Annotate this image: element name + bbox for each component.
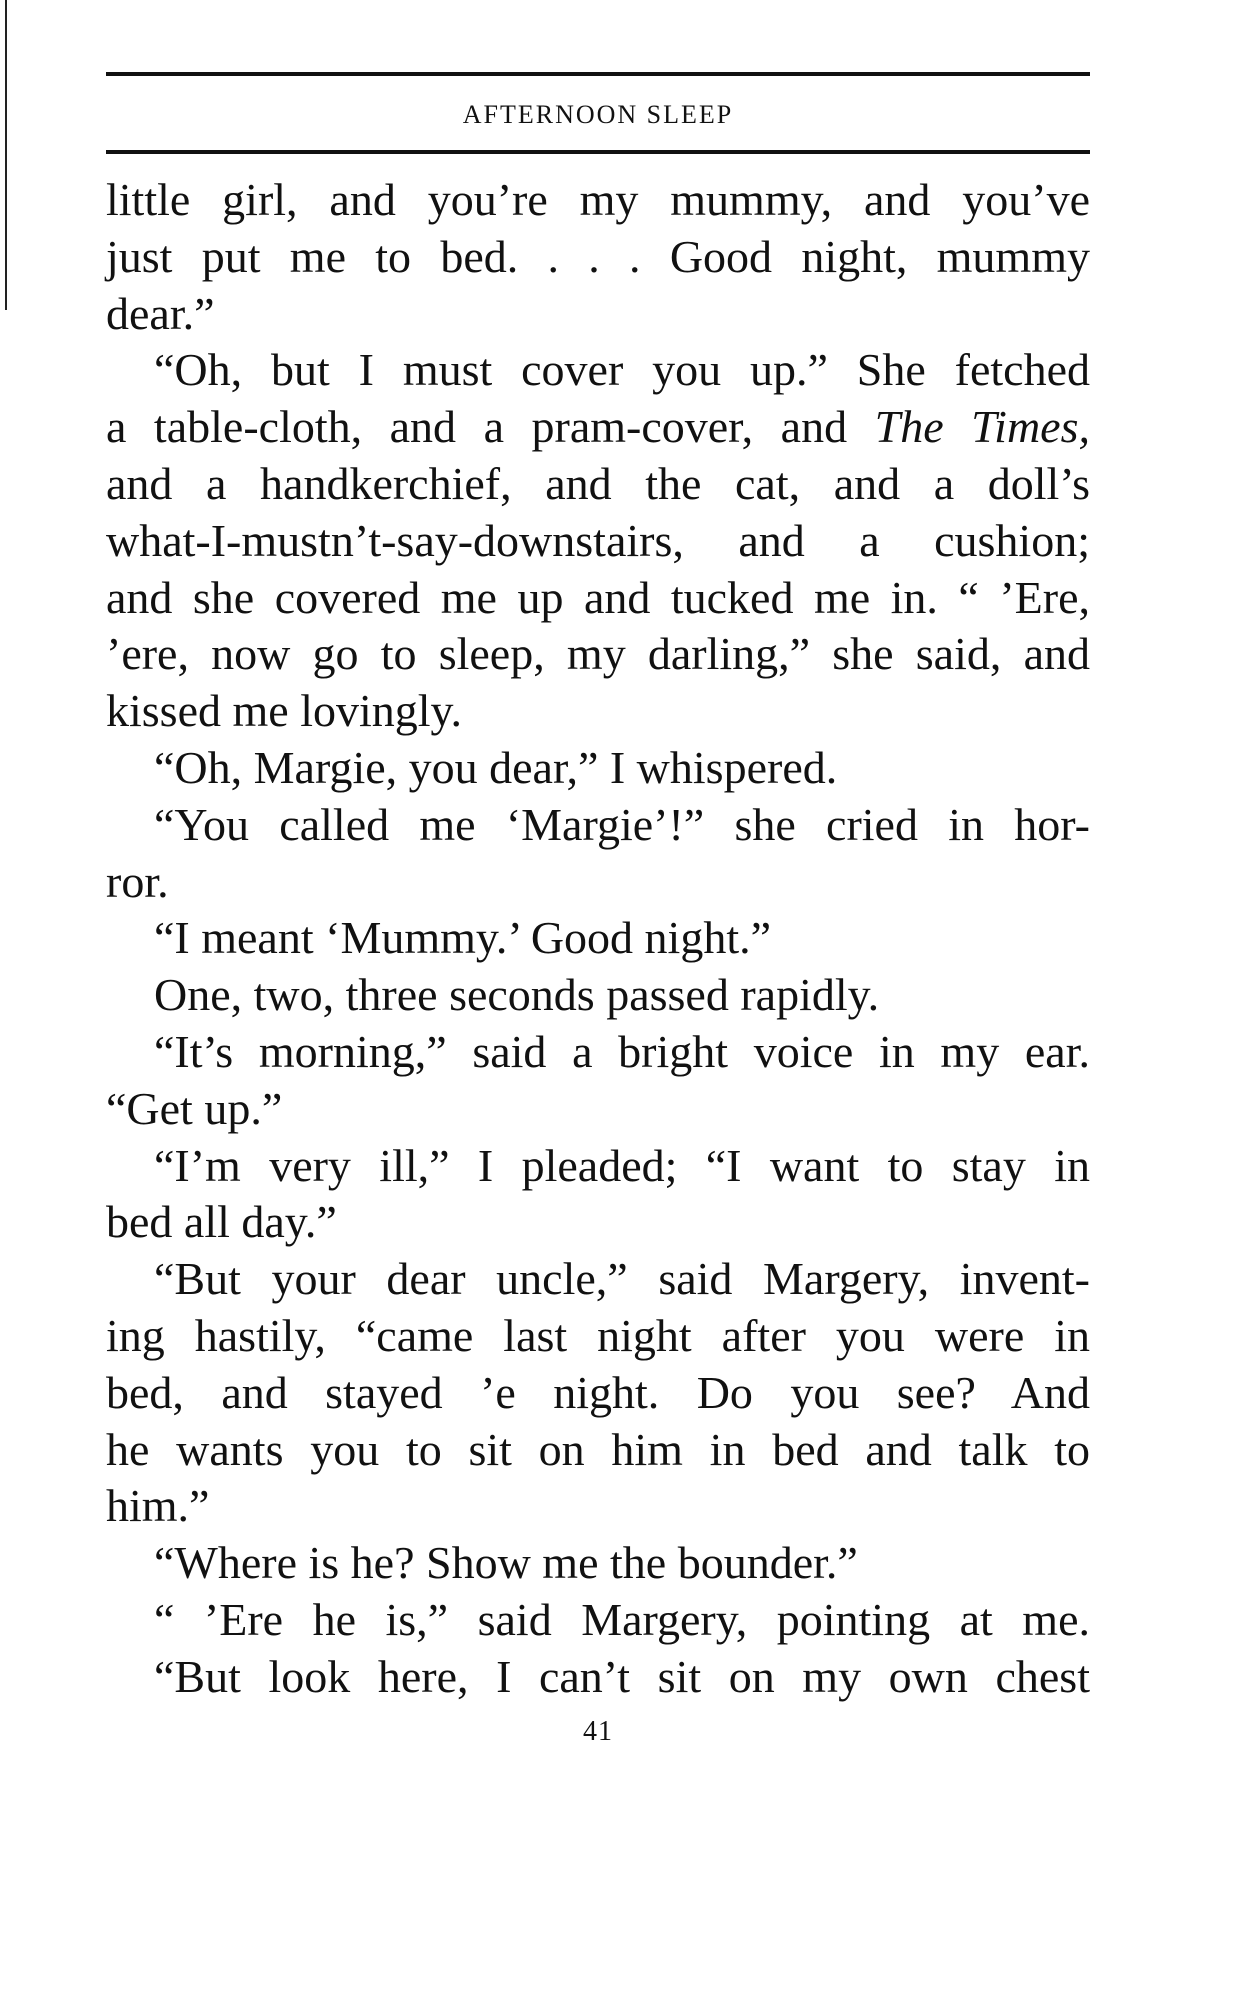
header-rule-bottom — [106, 150, 1090, 154]
text-line: what-I-mustn’t-say-downstairs, and a cushion; — [106, 514, 1090, 566]
text-line-with-italic — [106, 399, 1090, 456]
running-head: AFTERNOON SLEEP — [462, 100, 734, 129]
italic-title: The Times, — [874, 401, 1090, 453]
body-text — [106, 172, 1090, 1706]
text-line: dear.” — [106, 287, 215, 339]
text-line: bed all day.” — [106, 1196, 337, 1248]
text-line: “I’m very ill,” I pleaded; “I want to stay in — [154, 1139, 1090, 1191]
text-line: ror. — [106, 855, 169, 907]
text-line: “But your dear uncle,” said Margery, invent- — [154, 1253, 1090, 1305]
text-line: “I meant ‘Mummy.’ Good night.” — [154, 912, 772, 964]
text-line: One, two, three seconds passed rapidly. — [154, 969, 880, 1021]
text-line: and a handkerchief, and the cat, and a doll’s — [106, 457, 1090, 509]
text-line: just put me to bed. . . . Good night, mummy — [106, 230, 1090, 282]
text-line: kissed me lovingly. — [106, 685, 463, 737]
book-page — [106, 72, 1090, 1748]
text-line: “It’s morning,” said a bright voice in my ear. — [154, 1025, 1090, 1077]
scan-margin-line — [5, 0, 7, 310]
text-line: him.” — [106, 1480, 210, 1532]
text-line: “Where is he? Show me the bounder.” — [154, 1537, 858, 1589]
text-line: little girl, and you’re my mummy, and you’ve — [106, 174, 1090, 225]
page-number: 41 — [583, 1715, 613, 1747]
text-line: bed, and stayed ’e night. Do you see? And — [106, 1366, 1090, 1418]
header-rule-top — [106, 72, 1090, 76]
text-line: “ ’Ere he is,” said Margery, pointing at me. — [154, 1593, 1090, 1645]
text-line: “But look here, I can’t sit on my own chest — [154, 1650, 1090, 1702]
text-line: “Oh, but I must cover you up.” She fetched — [154, 344, 1090, 396]
text-line: “Oh, Margie, you dear,” I whispered. — [154, 741, 838, 793]
text-line: “You called me ‘Margie’!” she cried in hor- — [154, 798, 1090, 850]
text-line: and she covered me up and tucked me in. “ ’Ere, — [106, 571, 1090, 623]
text-line: ing hastily, “came last night after you were in — [106, 1309, 1090, 1361]
text-line: ’ere, now go to sleep, my darling,” she said, and — [106, 628, 1090, 680]
text-line: “Get up.” — [106, 1082, 283, 1134]
text-line: he wants you to sit on him in bed and talk to — [106, 1423, 1090, 1475]
text-segment: a table-cloth, and a pram-cover, and — [106, 401, 875, 453]
